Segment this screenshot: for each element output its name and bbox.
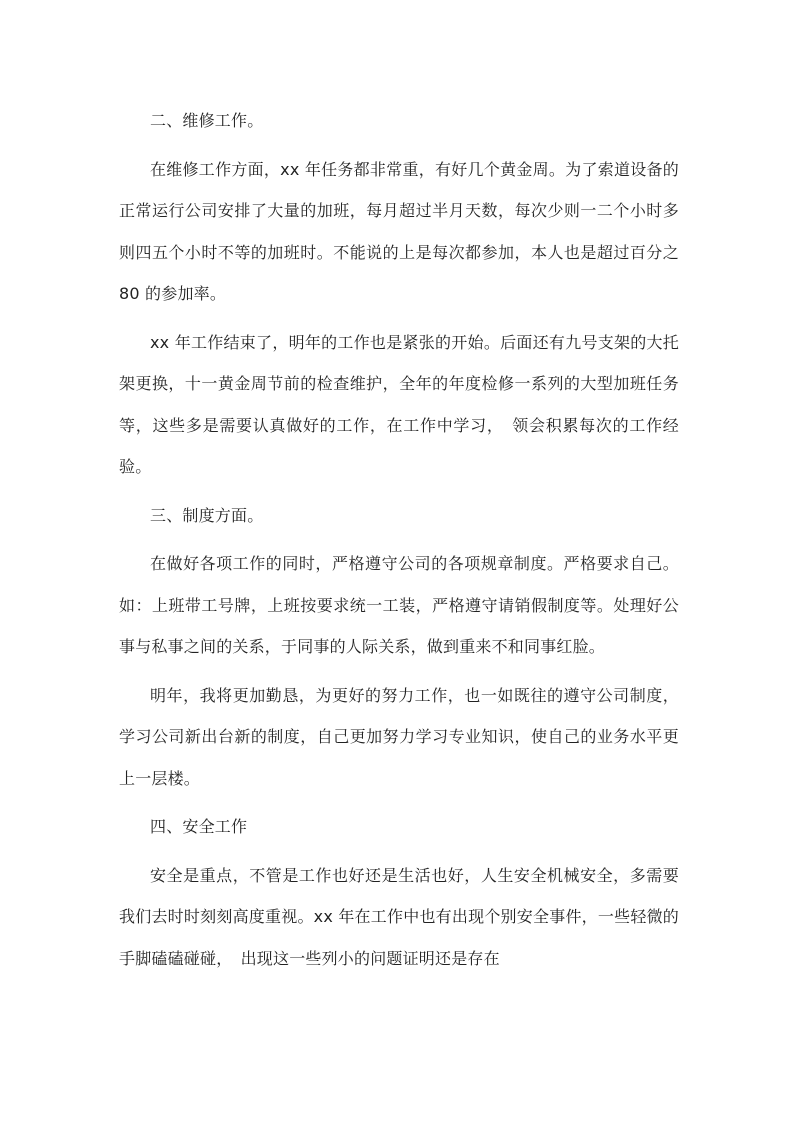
paragraph-safety: 安全是重点，不管是工作也好还是生活也好，人生安全机械安全，多需要我们去时时刻刻高度重视。xx 年在工作中也有出现个别安全事件，一些轻微的手脚磕磕碰碰， 出现这一些列小的问题证明还是存在 [119, 865, 679, 968]
paragraph-rules-compliance: 在做好各项工作的同时，严格遵守公司的各项规章制度。严格要求自己。如：上班带工号牌，上班按要求统一工装，严格遵守请销假制度等。处理好公事与私事之间的关系，于同事的人际关系，做到重来不和同事红脸。 [119, 554, 679, 656]
paragraph-maintenance-overview: 在维修工作方面，xx 年任务都非常重，有好几个黄金周。为了索道设备的正常运行公司安排了大量的加班，每月超过半月天数，每次少则一二个小时多则四五个小时不等的加班时。不能说的上是每次都参加，本人也是超过百分之 80 的参加率。 [119, 159, 679, 303]
section-heading-maintenance: 二、维修工作。 [150, 111, 264, 130]
section-heading-rules: 三、制度方面。 [150, 505, 264, 525]
paragraph-future-commitment: 明年，我将更加勤恳，为更好的努力工作，也一如既往的遵守公司制度，学习公司新出台新的制度，自己更加努力学习专业知识，使自己的业务水平更上一层楼。 [119, 685, 679, 788]
section-heading-safety: 四、安全工作 [150, 817, 248, 836]
paragraph-next-year-work: xx 年工作结束了，明年的工作也是紧张的开始。后面还有九号支架的大托架更换，十一黄金周节前的检查维护，全年的年度检修一系列的大型加班任务等，这些多是需要认真做好的工作，在工作中学习， 领会积累每次的工作经验。 [119, 332, 679, 476]
document-body [119, 100, 679, 986]
